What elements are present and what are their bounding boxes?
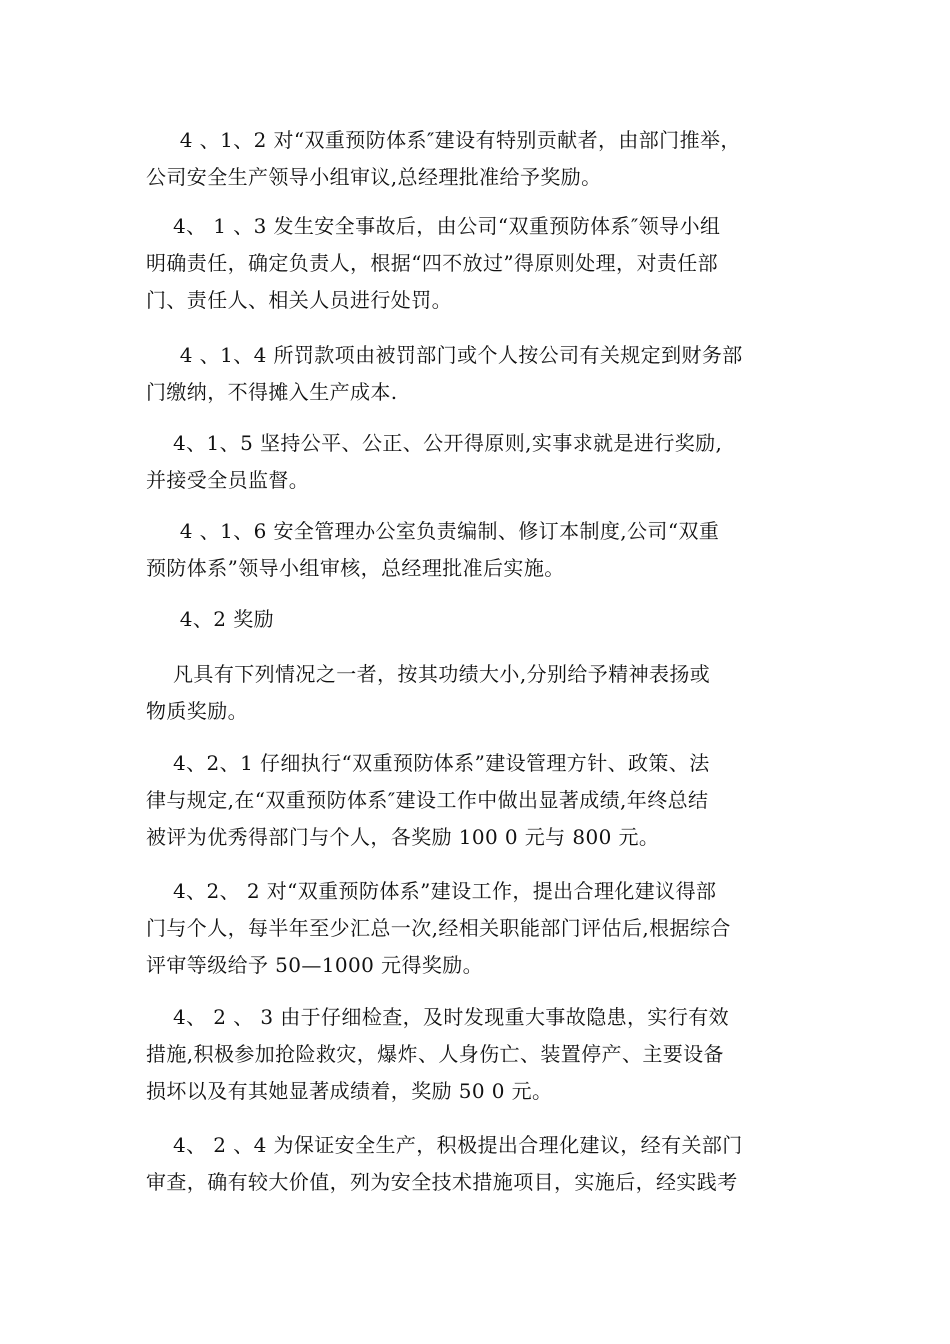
text-line: 4、 2 、4 为保证安全生产，积极提出合理化建议，经有关部门 — [146, 1133, 743, 1157]
text-line: 损坏以及有其她显著成绩着，奖励 50 0 元。 — [146, 1079, 553, 1103]
text-line: 评审等级给予 50—1000 元得奖励。 — [146, 953, 484, 977]
text-line: 明确责任，确定负责人，根据“四不放过”得原则处理，对责任部 — [146, 251, 719, 275]
text-line: 4 、1、2 对“双重预防体系″建设有特别贡献者，由部门推举， — [146, 128, 741, 152]
text-line: 4 、1、6 安全管理办公室负责编制、修订本制度,公司“双重 — [146, 519, 720, 543]
paragraph-4-1-5 — [146, 425, 810, 499]
text-line: 并接受全员监督。 — [146, 468, 310, 492]
text-line: 4、 1 、3 发生安全事故后，由公司“双重预防体系″领导小组 — [146, 214, 721, 238]
paragraph-intro — [146, 656, 810, 730]
text-line: 4、2 奖励 — [146, 607, 274, 631]
text-line: 预防体系”领导小组审核，总经理批准后实施。 — [146, 556, 565, 580]
text-line: 4、 2 、 3 由于仔细检查，及时发现重大事故隐患，实行有效 — [146, 1005, 730, 1029]
paragraph-4-1-4 — [146, 337, 810, 411]
text-line: 物质奖励。 — [146, 699, 248, 723]
text-line: 门缴纳，不得摊入生产成本. — [146, 380, 398, 404]
text-line: 被评为优秀得部门与个人，各奖励 100 0 元与 800 元。 — [146, 825, 660, 849]
text-line: 4、2、1 仔细执行“双重预防体系”建设管理方针、政策、法 — [146, 751, 710, 775]
text-line: 公司安全生产领导小组审议,总经理批准给予奖励。 — [146, 165, 602, 189]
paragraph-4-1-6 — [146, 513, 810, 587]
paragraph-4-2-1 — [146, 745, 810, 856]
paragraph-4-2-2 — [146, 873, 810, 984]
paragraph-4-1-2 — [146, 122, 810, 196]
text-line: 审查，确有较大价值，列为安全技术措施项目，实施后，经实践考 — [146, 1170, 738, 1194]
text-line: 4、2、 2 对“双重预防体系”建设工作，提出合理化建议得部 — [146, 879, 717, 903]
text-line: 门与个人，每半年至少汇总一次,经相关职能部门评估后,根据综合 — [146, 916, 731, 940]
paragraph-4-1-3 — [146, 208, 810, 319]
section-heading-4-2 — [146, 601, 810, 638]
paragraph-4-2-3 — [146, 999, 810, 1110]
text-line: 4、1、5 坚持公平、公正、公开得原则,实事求就是进行奖励, — [146, 431, 723, 455]
text-line: 措施,积极参加抢险救灾，爆炸、人身伤亡、装置停产、主要设备 — [146, 1042, 724, 1066]
text-line: 门、责任人、相关人员进行处罚。 — [146, 288, 452, 312]
paragraph-4-2-4 — [146, 1127, 810, 1201]
text-line: 律与规定,在“双重预防体系″建设工作中做出显著成绩,年终总结 — [146, 788, 709, 812]
text-line: 凡具有下列情况之一者，按其功绩大小,分别给予精神表扬或 — [146, 662, 711, 686]
text-line: 4 、1、4 所罚款项由被罚部门或个人按公司有关规定到财务部 — [146, 343, 743, 367]
